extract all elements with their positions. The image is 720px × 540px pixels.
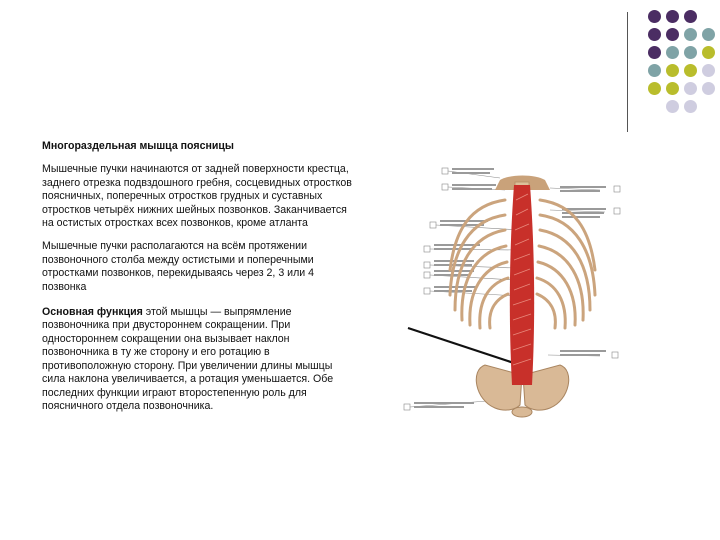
spine-muscle-illustration [400, 160, 625, 420]
slide-title: Многораздельная мышца поясницы [42, 140, 234, 152]
location-paragraph: Мышечные пучки располагаются на всём протяжении позвоночного столба между остистыми и поперечными отростками позвонков, перекидываясь через 2, 3 или 4 позвонка [42, 240, 315, 293]
multifidus-muscle [510, 185, 534, 385]
origin-paragraph: Мышечные пучки начинаются от задней поверхности крестца, заднего отрезка подвздошного гребня, сосцевидных отростков поясничных, поперечных отростков грудных и суставных отростков четырёх нижних шейных позвонков. Заканчивается на остистых отростках всех позвонков, кроме атланта [42, 163, 352, 230]
function-heading: Основная функция [42, 306, 143, 319]
function-text: этой мышцы — выпрямление позвоночника при двустороннем сокращении. При одностороннем сокращении она вызывает наклон позвоночника в ту же сторону и его ротацию в противоположную сторону. При увеличении длины мышцы сила наклона увеличивается, а ротация уменьшается. Обе последних функции играют второстепенную роль для поясничного отдела позвоночника. [42, 306, 334, 412]
